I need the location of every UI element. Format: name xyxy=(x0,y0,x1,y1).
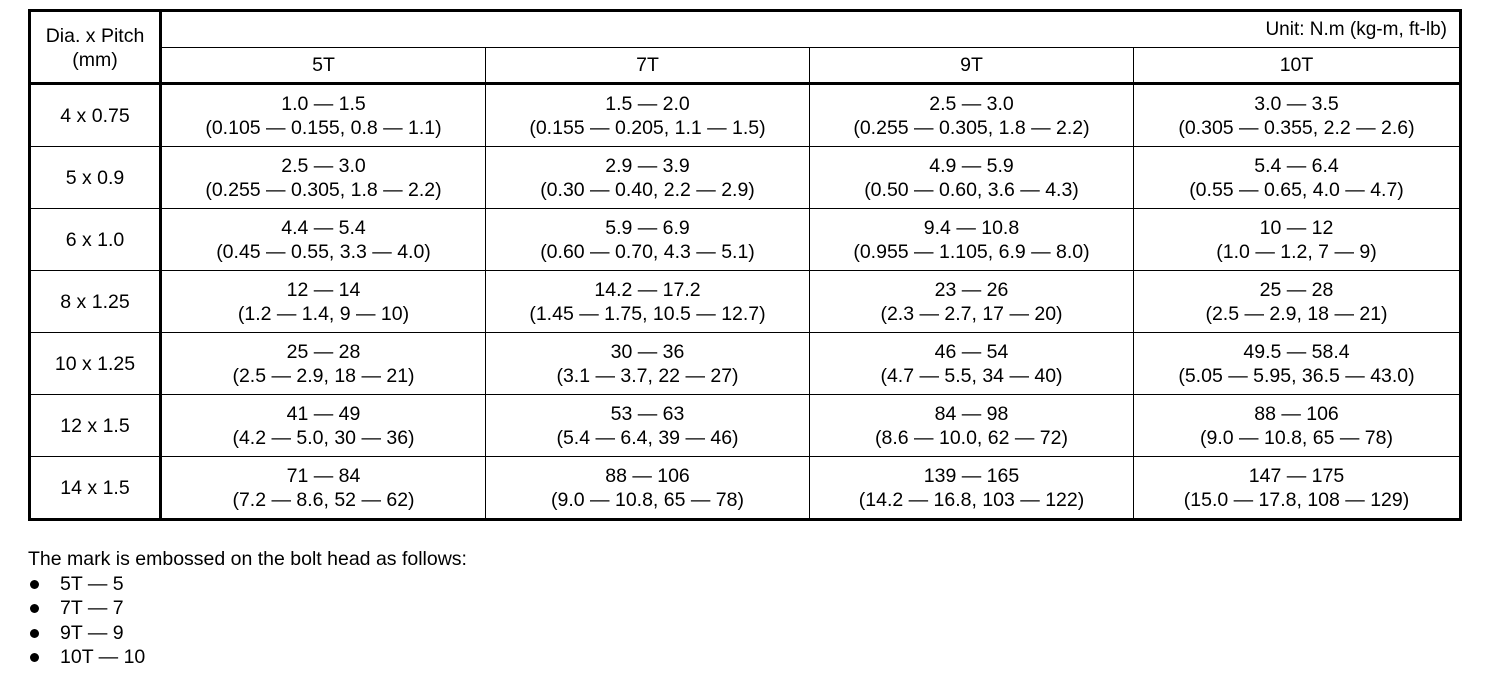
table-row xyxy=(30,147,1461,209)
table-header-row xyxy=(30,11,1461,48)
size-header-line-1: Dia. x Pitch xyxy=(45,25,145,47)
torque-nm: 84 — 98 xyxy=(934,402,1009,425)
torque-cell-5t xyxy=(161,457,486,520)
bolt-mark-list xyxy=(28,572,467,670)
torque-alt-units: (0.105 — 0.155, 0.8 — 1.1) xyxy=(205,116,442,139)
torque-alt-units: (7.2 — 8.6, 52 — 62) xyxy=(232,488,415,511)
torque-alt-units: (1.45 — 1.75, 10.5 — 12.7) xyxy=(529,302,766,325)
torque-cell-9t xyxy=(810,271,1134,333)
bolt-size-cell: 14 x 1.5 xyxy=(30,457,161,520)
table-row xyxy=(30,457,1461,520)
bolt-mark-text: 10T — 10 xyxy=(60,646,146,668)
torque-alt-units: (2.3 — 2.7, 17 — 20) xyxy=(880,302,1063,325)
torque-cell-10t xyxy=(1134,457,1461,520)
list-item xyxy=(28,621,467,646)
torque-cell-5t xyxy=(161,395,486,457)
table-row xyxy=(30,333,1461,395)
bolt-size-cell: 4 x 0.75 xyxy=(30,84,161,147)
torque-alt-units: (4.2 — 5.0, 30 — 36) xyxy=(232,426,415,449)
torque-nm: 25 — 28 xyxy=(1259,278,1334,301)
torque-cell-10t xyxy=(1134,395,1461,457)
torque-alt-units: (0.305 — 0.355, 2.2 — 2.6) xyxy=(1178,116,1415,139)
torque-cell-10t xyxy=(1134,84,1461,147)
torque-nm: 3.0 — 3.5 xyxy=(1254,92,1339,115)
torque-nm: 4.4 — 5.4 xyxy=(281,216,366,239)
torque-nm: 46 — 54 xyxy=(934,340,1009,363)
grade-header-9t: 9T xyxy=(810,48,1134,84)
torque-nm: 2.5 — 3.0 xyxy=(929,92,1014,115)
torque-nm: 1.5 — 2.0 xyxy=(605,92,690,115)
torque-alt-units: (0.255 — 0.305, 1.8 — 2.2) xyxy=(853,116,1090,139)
torque-alt-units: (1.0 — 1.2, 7 — 9) xyxy=(1216,240,1377,263)
grade-header-row xyxy=(30,48,1461,84)
torque-alt-units: (0.255 — 0.305, 1.8 — 2.2) xyxy=(205,178,442,201)
torque-cell-7t xyxy=(486,395,810,457)
bolt-mark-text: 9T — 9 xyxy=(60,621,124,644)
torque-cell-9t xyxy=(810,84,1134,147)
torque-alt-units: (2.5 — 2.9, 18 — 21) xyxy=(1205,302,1388,325)
torque-alt-units: (9.0 — 10.8, 65 — 78) xyxy=(551,488,744,511)
torque-nm: 1.0 — 1.5 xyxy=(281,92,366,115)
unit-label: Unit: N.m (kg-m, ft-lb) xyxy=(161,11,1461,48)
size-column-header xyxy=(30,11,161,84)
notes-intro: The mark is embossed on the bolt head as follows: xyxy=(28,548,467,570)
torque-cell-7t xyxy=(486,209,810,271)
torque-nm: 41 — 49 xyxy=(286,402,361,425)
torque-cell-10t xyxy=(1134,333,1461,395)
table-row xyxy=(30,271,1461,333)
torque-alt-units: (0.955 — 1.105, 6.9 — 8.0) xyxy=(853,240,1090,263)
table-row xyxy=(30,395,1461,457)
torque-alt-units: (0.55 — 0.65, 4.0 — 4.7) xyxy=(1189,178,1404,201)
torque-cell-7t xyxy=(486,84,810,147)
size-header-line-2: (mm) xyxy=(72,49,118,71)
torque-cell-9t xyxy=(810,457,1134,520)
torque-cell-10t xyxy=(1134,209,1461,271)
torque-nm: 9.4 — 10.8 xyxy=(923,216,1020,239)
torque-cell-5t xyxy=(161,147,486,209)
torque-alt-units: (8.6 — 10.0, 62 — 72) xyxy=(875,426,1068,449)
torque-nm: 88 — 106 xyxy=(605,464,690,487)
torque-alt-units: (4.7 — 5.5, 34 — 40) xyxy=(880,364,1063,387)
torque-cell-5t xyxy=(161,271,486,333)
torque-nm: 5.4 — 6.4 xyxy=(1254,154,1339,177)
torque-nm: 5.9 — 6.9 xyxy=(605,216,690,239)
torque-nm: 53 — 63 xyxy=(610,402,685,425)
torque-nm: 4.9 — 5.9 xyxy=(929,154,1014,177)
bolt-size-cell: 5 x 0.9 xyxy=(30,147,161,209)
torque-alt-units: (2.5 — 2.9, 18 — 21) xyxy=(232,364,415,387)
torque-cell-9t xyxy=(810,147,1134,209)
torque-alt-units: (5.05 — 5.95, 36.5 — 43.0) xyxy=(1178,364,1415,387)
bullet-icon xyxy=(30,629,39,638)
bolt-mark-text: 5T — 5 xyxy=(60,572,124,595)
torque-alt-units: (15.0 — 17.8, 108 — 129) xyxy=(1183,488,1410,511)
bullet-icon xyxy=(30,580,39,589)
torque-alt-units: (5.4 — 6.4, 39 — 46) xyxy=(556,426,739,449)
torque-nm: 2.9 — 3.9 xyxy=(605,154,690,177)
torque-alt-units: (0.50 — 0.60, 3.6 — 4.3) xyxy=(864,178,1079,201)
torque-nm: 88 — 106 xyxy=(1254,402,1339,425)
torque-cell-7t xyxy=(486,271,810,333)
torque-alt-units: (0.60 — 0.70, 4.3 — 5.1) xyxy=(540,240,755,263)
torque-cell-10t xyxy=(1134,147,1461,209)
bolt-mark-notes xyxy=(28,547,467,670)
bolt-size-cell: 8 x 1.25 xyxy=(30,271,161,333)
torque-nm: 14.2 — 17.2 xyxy=(594,278,701,301)
torque-alt-units: (0.45 — 0.55, 3.3 — 4.0) xyxy=(216,240,431,263)
torque-nm: 30 — 36 xyxy=(610,340,685,363)
grade-header-5t: 5T xyxy=(161,48,486,84)
torque-cell-5t xyxy=(161,84,486,147)
torque-cell-5t xyxy=(161,333,486,395)
torque-alt-units: (0.30 — 0.40, 2.2 — 2.9) xyxy=(540,178,755,201)
torque-cell-7t xyxy=(486,333,810,395)
list-item xyxy=(28,596,467,621)
torque-nm: 10 — 12 xyxy=(1259,216,1334,239)
bullet-icon xyxy=(30,653,39,662)
torque-cell-10t xyxy=(1134,271,1461,333)
list-item xyxy=(28,572,467,597)
bolt-mark-text: 7T — 7 xyxy=(60,597,124,619)
torque-nm: 23 — 26 xyxy=(934,278,1009,301)
list-item xyxy=(28,645,467,670)
bullet-icon xyxy=(30,604,39,613)
torque-alt-units: (3.1 — 3.7, 22 — 27) xyxy=(556,364,739,387)
torque-cell-9t xyxy=(810,209,1134,271)
torque-cell-9t xyxy=(810,395,1134,457)
bolt-size-cell: 10 x 1.25 xyxy=(30,333,161,395)
grade-header-10t: 10T xyxy=(1134,48,1461,84)
torque-nm: 12 — 14 xyxy=(286,278,361,301)
torque-nm: 147 — 175 xyxy=(1248,464,1345,487)
bolt-size-cell: 6 x 1.0 xyxy=(30,209,161,271)
torque-spec-table xyxy=(28,9,1462,521)
torque-alt-units: (1.2 — 1.4, 9 — 10) xyxy=(237,302,410,325)
torque-nm: 25 — 28 xyxy=(286,340,361,363)
torque-cell-7t xyxy=(486,457,810,520)
grade-header-7t: 7T xyxy=(486,48,810,84)
torque-cell-9t xyxy=(810,333,1134,395)
torque-alt-units: (0.155 — 0.205, 1.1 — 1.5) xyxy=(529,116,766,139)
torque-cell-5t xyxy=(161,209,486,271)
torque-nm: 71 — 84 xyxy=(286,464,361,487)
torque-nm: 139 — 165 xyxy=(923,464,1020,487)
torque-alt-units: (14.2 — 16.8, 103 — 122) xyxy=(858,488,1085,511)
bolt-size-cell: 12 x 1.5 xyxy=(30,395,161,457)
torque-nm: 49.5 — 58.4 xyxy=(1243,340,1350,363)
torque-cell-7t xyxy=(486,147,810,209)
torque-nm: 2.5 — 3.0 xyxy=(281,154,366,177)
torque-alt-units: (9.0 — 10.8, 65 — 78) xyxy=(1200,426,1393,449)
table-row xyxy=(30,84,1461,147)
table-row xyxy=(30,209,1461,271)
